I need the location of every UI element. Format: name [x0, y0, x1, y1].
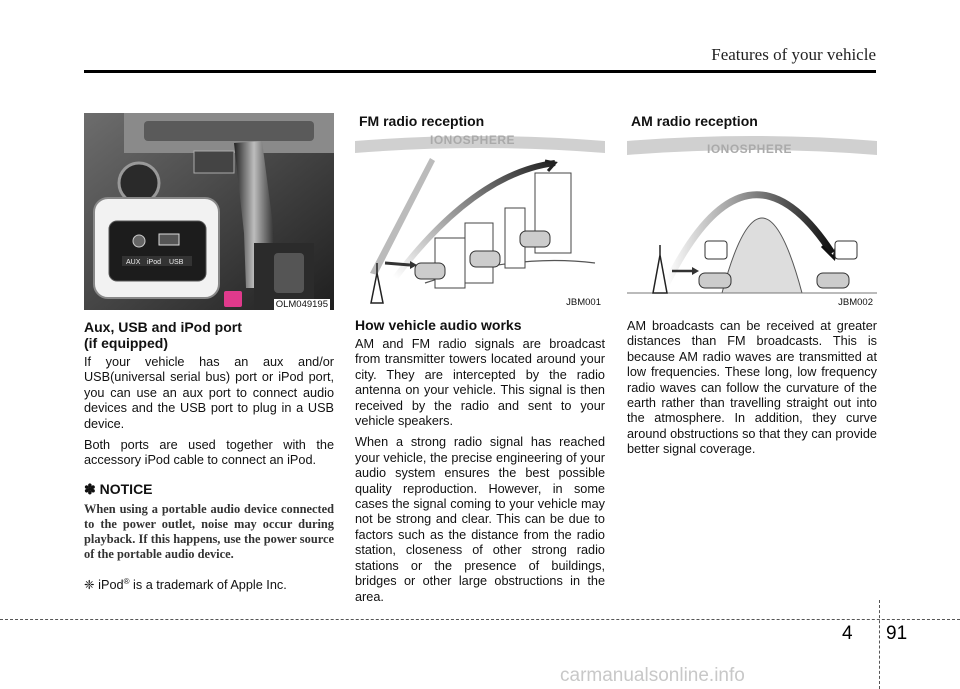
- trademark-ipod: iPod: [98, 578, 124, 593]
- heading-line-2: (if equipped): [84, 335, 168, 351]
- paragraph: Both ports are used together with the accessory iPod cable to connect an iPod.: [84, 438, 334, 468]
- am-reception-diagram: [627, 113, 877, 310]
- notice-body: When using a portable audio device connected to the power outlet, noise may occur during playback. If this happens, use the power source of the portable audio device.: [84, 501, 334, 561]
- header-rule: [84, 70, 876, 73]
- page-number: 91: [886, 623, 908, 644]
- notice-title: NOTICE: [99, 480, 153, 497]
- figure-title: FM radio reception: [359, 113, 485, 129]
- paragraph: When a strong radio signal has reached your vehicle, the precise engineering of your audio system ensures the best possible quality reproduction. However, in some cases the signal coming to your vehicle may not be strong and clear. This can be due to factors such as the distance from the radio station, closeness of other strong radio stations or the presence of buildings, bridges or other large obstructions in the area.: [355, 435, 605, 604]
- watermark: carmanualsonline.info: [560, 665, 745, 686]
- figure-code: JBM001: [566, 297, 601, 308]
- column-am: [627, 113, 877, 464]
- running-header: Features of your vehicle: [711, 45, 876, 64]
- port-label-ipod: iPod: [147, 259, 162, 266]
- figure-code: OLM049195: [275, 299, 328, 310]
- section-heading: How vehicle audio works: [355, 317, 522, 333]
- notice-icon: ✽: [84, 480, 96, 497]
- port-label-aux: AUX: [126, 259, 141, 266]
- column-fm: [355, 113, 605, 611]
- section-heading: [84, 319, 334, 351]
- car-icon: [817, 273, 849, 288]
- heading-line-1: Aux, USB and iPod port: [84, 319, 242, 335]
- figure-title: AM radio reception: [631, 113, 758, 129]
- port-inset: [94, 198, 219, 298]
- ionosphere-label: IONOSPHERE: [707, 142, 793, 156]
- paragraph: If your vehicle has an aux and/or USB(universal serial bus) port or iPod port, you can use an aux port to connect audio devices and the USB port to plug in a USB device.: [84, 355, 334, 431]
- paragraph: AM broadcasts can be received at greater distances than FM broadcasts. This is because AM radio waves are transmitted at low frequencies. These long, low frequency radio waves can follow the curvature of the earth rather than travelling straight out into the atmosphere. In addition, they curve around obstructions so that they can provide better signal coverage.: [627, 319, 877, 457]
- footer-dashed-rule: [0, 619, 960, 620]
- music-sign-icon: [835, 241, 857, 259]
- fm-reception-diagram: [355, 113, 605, 310]
- notice-heading: [84, 481, 334, 498]
- port-label-usb: USB: [169, 259, 184, 266]
- trademark-icon: ❈: [84, 578, 95, 593]
- footer-vertical-rule: [879, 600, 880, 689]
- console-photo-illustration: [84, 113, 334, 310]
- column-aux-usb: [84, 113, 334, 599]
- paragraph: AM and FM radio signals are broadcast from transmitter towers located around your city. They are intercepted by the radio antenna on your vehicle. This signal is then received by the radio and sent to your vehicle speakers.: [355, 337, 605, 429]
- car-icon: [699, 273, 731, 288]
- trademark-note: [84, 574, 334, 594]
- trademark-text: is a trademark of Apple Inc.: [129, 578, 287, 593]
- section-number: 4: [842, 623, 853, 644]
- music-sign-icon: [705, 241, 727, 259]
- registered-mark: ®: [123, 576, 130, 586]
- ionosphere-label: IONOSPHERE: [430, 133, 516, 147]
- figure-code: JBM002: [838, 297, 873, 308]
- aux-usb-photo: [84, 113, 334, 310]
